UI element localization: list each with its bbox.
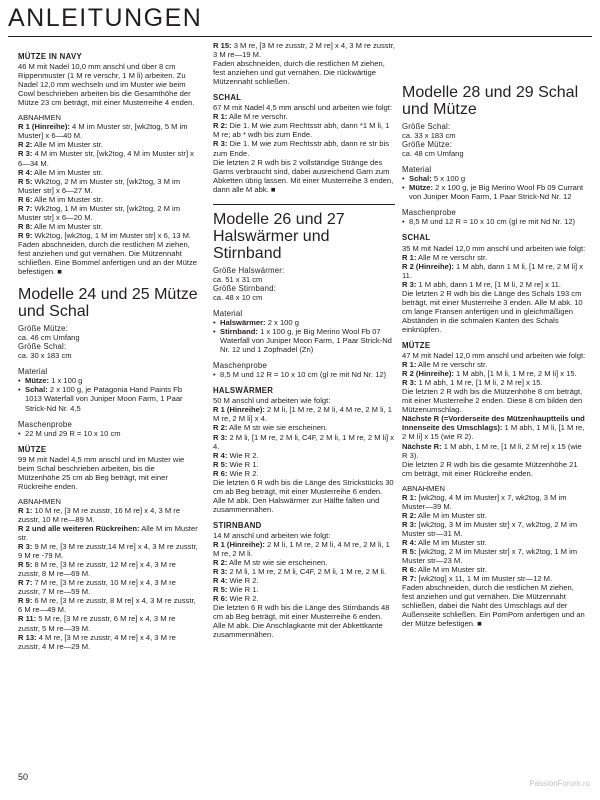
- row-label: R 6:: [402, 565, 417, 575]
- maschenprobe-list-2: [213, 370, 395, 379]
- muetze-text-3: 47 M mit Nadel 12,0 mm anschl und arbeiten wie folgt:: [402, 351, 586, 361]
- gauge-item: • 22 M und 29 R = 10 x 10 cm: [25, 429, 198, 438]
- schal-heading: SCHAL: [213, 93, 242, 103]
- row-text: 1 M abh, 1 M re, [1 M li, 2 M re] x 15 (wie R 3).: [402, 441, 582, 460]
- muetze-heading: MÜTZE: [18, 444, 47, 454]
- row-label: R 3:: [402, 279, 417, 289]
- schal-rows: [213, 112, 395, 157]
- material-list: [18, 376, 198, 412]
- instruction-row: [213, 41, 395, 59]
- row-label: R 5:: [213, 459, 228, 469]
- material-item-text: 1 x 100 g, je Big Merino Wool Fb 07 Waterfall von Juniper Moon Farm, 1 Paar Strick-Nd Nr. 12 und 1 Zopfnadel (Zn): [220, 327, 392, 355]
- groesse-schal-value-3: ca. 33 x 183 cm: [402, 131, 456, 141]
- row-text: Alle M im Muster str.: [18, 524, 198, 543]
- row-label: R 5:: [402, 547, 417, 557]
- material-item-text: 2 x 100 g, je Big Merino Wool Fb 09 Currant von Juniper Moon Farm, 1 Paar Strick-Nd Nr. 12: [409, 183, 584, 202]
- row-label: R 3:: [402, 378, 417, 388]
- halswaermer-text: 50 M anschl und arbeiten wie folgt:: [213, 396, 331, 406]
- stirnband-end-text: Die letzten 6 R wdh bis die Länge des Stirnbands 48 cm ab Beg beträgt, mit einer Musterreihe 6 enden. Alle M abk. Die Anschlagkante mit der Abkettkante zusammennähen.: [213, 603, 390, 640]
- instruction-row: [213, 139, 395, 157]
- maschenprobe-label-2: Maschenprobe: [213, 361, 267, 371]
- column-2: [213, 42, 395, 640]
- material-item-label: Schal:: [25, 385, 48, 395]
- row-text: 1 M abh, [1 M li, 1 M re, 2 M li] x 15.: [453, 369, 577, 379]
- row-label: R 5:: [18, 176, 33, 186]
- material-item: [25, 376, 198, 385]
- instruction-row: [213, 469, 395, 478]
- schal-end-text: Die letzten 2 R wdh bis 2 vollständige Stränge des Garns verbraucht sind, dabei ausreichend Garn zum Abketten übrig lassen. Mit einer Musterreihe 3 enden, dann alle M abk. ■: [213, 158, 395, 194]
- maschenprobe-label: Maschenprobe: [18, 419, 72, 429]
- row-text: Alle M re verschr str.: [416, 252, 488, 262]
- instruction-row: [402, 538, 588, 547]
- material-item: [220, 327, 395, 354]
- row-text: 2 M li, [1 M re, 2 M li, C4F, 2 M li, 1 M re, 2 M li] x 4.: [213, 432, 395, 451]
- material-item-text: 2 x 100 g: [265, 317, 299, 327]
- schal-text-3: 35 M mit Nadel 12,0 mm anschl und arbeiten wie folgt:: [402, 243, 586, 253]
- row-text: [wk2tog, 2 M im Muster str] x 7, wk2tog, 1 M im Muster str—23 M.: [402, 547, 578, 566]
- page-header: ANLEITUNGEN: [8, 4, 203, 32]
- material-item: [409, 183, 588, 201]
- row-label: R 1:: [402, 252, 417, 262]
- instruction-row: [213, 540, 395, 558]
- row-label: R 4:: [213, 576, 228, 586]
- row-label: Nächste R (=Vorderseite des Mützenhauptteils und Innenseite des Umschlags):: [402, 414, 585, 433]
- row-text: 4 M im Muster str, [wk2tog, 4 M im Muster str] x 6—34 M.: [18, 149, 194, 168]
- row-label: R 2 (Hinreihe):: [402, 369, 454, 379]
- material-item-text: 1 x 100 g: [49, 376, 83, 386]
- row-text: 4 M re, [3 M re zusstr, 4 M re] x 4, 3 M re zusstr, 4 M re—29 M.: [18, 632, 176, 651]
- row-label: R 4:: [402, 537, 417, 547]
- material-item: [25, 385, 198, 412]
- top-rows: [213, 41, 395, 59]
- instruction-row: [402, 574, 588, 583]
- instruction-row: [402, 565, 588, 574]
- muetze-navy-text: 46 M mit Nadel 10,0 mm anschl und über 8 cm Rippenmuster (1 M re verschr, 1 M li) arbeiten. Zu Nadel 12,0 mm wechseln und im Muster wie beim Cowl beschrieben arbeiten bis die Gesamthöhe der Mütze 23 cm beträgt, mit einer Musterreihe 4 enden.: [18, 62, 195, 108]
- row-text: 1 M abh, dann 1 M li, [1 M re, 2 M li] x 11.: [402, 261, 584, 280]
- schal-text: 67 M mit Nadel 4,5 mm anschl und arbeiten wie folgt:: [213, 103, 392, 113]
- row-text: Wie R 2.: [227, 576, 259, 586]
- row-text: 2 M li, 1 M re, 2 M li, C4F, 2 M li, 1 M re, 2 M li.: [227, 567, 387, 577]
- row-label: R 1:: [402, 360, 417, 370]
- material-item-label: Stirnband:: [220, 327, 258, 337]
- groesse-muetze-label: Größe Mütze:: [18, 324, 69, 334]
- abnahmen-heading-3: ABNAHMEN: [402, 483, 446, 493]
- row-text: 7 M re, [3 M re zusstr, 10 M re] x 4, 3 M re zusstr, 7 M re—59 M.: [18, 578, 176, 597]
- section-heading-24-25: Modelle 24 und 25 Mütze und Schal: [18, 286, 198, 321]
- instruction-row: [402, 280, 588, 289]
- header-rule: [8, 36, 592, 37]
- row-label: R 5:: [18, 560, 33, 570]
- row-text: 1 M abh, dann 1 M re, [1 M li, 2 M re] x 11.: [416, 279, 561, 289]
- navy-end-text: Faden abschneiden, durch die restlichen M ziehen, fest anziehen und gut vernähen. Die Mützennaht schließen. Eine Bommel anfertigen und an der Mütze befestigen. ■: [18, 240, 198, 276]
- material-item-label: Mütze:: [409, 183, 434, 193]
- instruction-row: [18, 578, 198, 596]
- row-text: Wie R 1.: [227, 459, 259, 469]
- schal-end-text-3: Die letzten 2 R wdh bis die Länge des Schals 193 cm beträgt, mit einer Musterreihe 3 enden. Alle M abk. 10 cm lange Fransen anfertigen und in gleichmäßigen Abständen in die schmalen Kanten des Schals einknüpfen.: [402, 288, 583, 334]
- row-text: 5 M re, [3 M re zusstr, 6 M re] x 4, 3 M re zusstr, 5 M re—39 M.: [18, 614, 176, 633]
- instruction-row: [18, 195, 198, 204]
- instruction-row: [213, 121, 395, 139]
- row-text: Alle M str wie sie erscheinen.: [227, 423, 328, 433]
- row-text: Alle M im Muster str.: [32, 221, 103, 231]
- groesse-sb-label: Größe Stirnband:: [213, 283, 277, 293]
- instruction-row: [213, 433, 395, 451]
- groesse-hw-label: Größe Halswärmer:: [213, 265, 285, 275]
- row-text: 1 M abh, 1 M re, [1 M li, 2 M re] x 15.: [416, 378, 543, 388]
- muetze-rows-3: [402, 360, 588, 387]
- row-text: 3 M re, [3 M re zusstr, 2 M re] x 4, 3 M re zusstr, 3 M re—19 M.: [213, 41, 395, 60]
- row-label: R 3:: [18, 149, 33, 159]
- row-label: R 1 (Hinreihe):: [18, 122, 70, 132]
- row-text: Wk2tog, [wk2tog, 1 M im Muster str] x 6, 13 M.: [32, 230, 192, 240]
- row-text: Alle M re verschr.: [227, 112, 288, 122]
- material-item-text: 5 x 100 g: [431, 174, 466, 184]
- groesse-muetze-value: ca. 46 cm Umfang: [18, 333, 80, 343]
- row-label: R 15:: [213, 41, 232, 50]
- row-label: R 9:: [18, 230, 33, 240]
- material-item-text: 2 x 100 g, je Patagonia Hand Paints Fb 1013 Waterfall von Juniper Moon Farm, 1 Paar Strick-Nd Nr. 4,5: [25, 385, 183, 413]
- schal-heading-3: SCHAL: [402, 233, 431, 243]
- row-label: R 3:: [213, 567, 228, 577]
- row-text: [wk2tog] x 11, 1 M im Muster str—12 M.: [416, 574, 553, 584]
- row-text: Die 1. M wie zum Rechtsstr abh, dann *1 M li, 1 M re; ab * wdh bis zum Ende.: [213, 121, 390, 140]
- instruction-row: [213, 112, 395, 121]
- instruction-row: [18, 122, 198, 140]
- material-list-2: [213, 318, 395, 354]
- row-label: R 1:: [213, 112, 228, 122]
- row-label: R 1 (Hinreihe):: [213, 405, 265, 415]
- row-label: R 4:: [213, 450, 228, 460]
- row-label: R 7:: [18, 578, 33, 588]
- groesse-muetze-label-3: Größe Mütze:: [402, 140, 453, 150]
- row-label: R 7:: [402, 574, 417, 584]
- row-label: R 8:: [18, 221, 33, 231]
- material-label-2: Material: [213, 308, 243, 318]
- muetze-rows2-3: [402, 414, 588, 459]
- stirnband-heading: STIRNBAND: [213, 520, 262, 530]
- instruction-row: [402, 414, 588, 441]
- material-item-label: Schal:: [409, 174, 432, 184]
- maschenprobe-list: [18, 429, 198, 438]
- instruction-row: [213, 451, 395, 460]
- halswaermer-rows: [213, 405, 395, 477]
- row-label: R 13:: [18, 632, 37, 642]
- instruction-row: [213, 460, 395, 469]
- row-text: Wie R 1.: [227, 585, 259, 595]
- row-text: Alle M im Muster str.: [416, 510, 487, 520]
- instruction-row: [18, 168, 198, 177]
- row-text: 1 M abh, 1 M li, [1 M re, 2 M li] x 15 (wie R 2).: [402, 423, 585, 442]
- row-label: R 2 und alle weiteren Rückreihen:: [18, 524, 140, 534]
- row-text: Wie R 2.: [227, 450, 259, 460]
- stirnband-text: 14 M anschl und arbeiten wie folgt:: [213, 530, 331, 540]
- groesse-schal-label: Größe Schal:: [18, 342, 67, 352]
- muetze-end-text-3: Die letzten 2 R wdh bis die gesamte Mützenhöhe 21 cm beträgt, mit einer Rückreihe enden.: [402, 459, 578, 478]
- material-item: [220, 318, 395, 327]
- instruction-row: [213, 585, 395, 594]
- row-text: Alle M str wie sie erscheinen.: [227, 558, 328, 568]
- abnahmen-rows-3: [402, 493, 588, 583]
- halswaermer-end-text: Die letzten 6 R wdh bis die Länge des Strickstücks 30 cm ab Beg beträgt, mit einer Musterreihe 6 enden. Alle M abk. Den Halswärmer zur Hälfte falten und zusammennähen.: [213, 477, 394, 514]
- instruction-row: [402, 511, 588, 520]
- row-label: R 1:: [18, 505, 33, 515]
- row-text: Alle M im Muster str.: [416, 565, 487, 575]
- stirnband-rows: [213, 540, 395, 603]
- instruction-row: [213, 576, 395, 585]
- row-label: Nächste R:: [402, 441, 442, 451]
- section-heading-26-27: Modelle 26 und 27 Halswärmer und Stirnband: [213, 210, 345, 262]
- material-label: Material: [18, 367, 48, 377]
- instruction-row: [402, 360, 588, 369]
- row-text: Wk2tog, 2 M im Muster str, [wk2tog, 3 M im Muster str] x 6—27 M.: [18, 176, 181, 195]
- instruction-row: [18, 614, 198, 632]
- instruction-row: [402, 369, 588, 378]
- instruction-row: [213, 558, 395, 567]
- instruction-row: [402, 520, 588, 538]
- row-text: Wie R 2.: [227, 468, 259, 478]
- row-text: 9 M re, [3 M re zusstr,14 M re] x 4, 3 M re zusstr, 9 M re -79 M.: [18, 542, 198, 561]
- row-label: R 2:: [213, 423, 228, 433]
- material-item: [409, 174, 588, 183]
- instruction-row: [213, 567, 395, 576]
- column-1: [18, 42, 198, 651]
- row-text: 4 M im Muster str, [wk2tog, 5 M im Muster] x 6—40 M.: [18, 122, 188, 141]
- row-label: R 3:: [18, 542, 33, 552]
- row-text: 2 M li, [1 M re, 2 M li, 4 M re, 2 M li, 1 M re, 2 M li] x 4.: [213, 405, 392, 424]
- row-text: 10 M re, [3 M re zusstr, 16 M re] x 4, 3 M re zusstr, 10 M re—89 M.: [18, 505, 181, 524]
- section-rule-2: [213, 204, 395, 205]
- row-text: Alle M im Muster str.: [32, 167, 103, 177]
- schal-rows-3: [402, 253, 588, 289]
- row-text: [wk2tog, 3 M im Muster str] x 7, wk2tog, 2 M im Muster str—31 M.: [402, 519, 578, 538]
- instruction-row: [18, 506, 198, 524]
- row-label: R 6:: [213, 468, 228, 478]
- row-text: 6 M re, [3 M re zusstr, 8 M re] x 4, 3 M re zusstr, 6 M re—49 M.: [18, 596, 196, 615]
- abnahmen2-rows: [18, 506, 198, 651]
- page-number: 50: [18, 772, 29, 782]
- instruction-row: [213, 423, 395, 432]
- instruction-row: [18, 524, 198, 542]
- instruction-row: [18, 149, 198, 167]
- row-text: Alle M re verschr str.: [416, 360, 488, 370]
- instruction-row: [402, 442, 588, 460]
- abnahmen2-heading: ABNAHMEN: [18, 496, 62, 506]
- row-label: R 4:: [18, 167, 33, 177]
- row-label: R 11:: [18, 614, 37, 624]
- groesse-schal-value: ca. 30 x 183 cm: [18, 351, 72, 361]
- row-label: R 6:: [18, 194, 33, 204]
- abnahmen-end-text-3: Faden abschneiden, durch die restlichen M ziehen, fest anziehen und gut vernähen. Die Mützennaht schließen, dabei die Naht des Umschlags auf der Außenseite schließen. Ein PomPom anfertigen und an der Mütze befestigen. ■: [402, 583, 588, 628]
- abnahmen-rows: [18, 122, 198, 240]
- row-label: R 3:: [402, 519, 417, 529]
- halswaermer-heading: HALSWÄRMER: [213, 386, 274, 396]
- groesse-schal-label-3: Größe Schal:: [402, 122, 451, 131]
- row-label: R 2:: [213, 558, 228, 568]
- groesse-muetze-value-3: ca. 48 cm Umfang: [402, 149, 464, 159]
- material-item-label: Mütze:: [25, 376, 50, 386]
- row-text: 8 M re, [3 M re zusstr, 12 M re] x 4, 3 M re zusstr, 8 M re—69 M.: [18, 560, 176, 579]
- row-label: R 9:: [18, 596, 33, 606]
- instruction-row: [18, 177, 198, 195]
- instruction-row: [18, 633, 198, 651]
- row-label: R 2:: [402, 510, 417, 520]
- row-label: R 3:: [213, 139, 228, 149]
- column-3: [402, 42, 588, 628]
- section-heading-28-29: Modelle 28 und 29 Schal und Mütze: [402, 84, 579, 118]
- row-label: R 2:: [18, 140, 33, 150]
- row-text: Alle M im Muster str.: [416, 537, 487, 547]
- material-item-label: Halswärmer:: [220, 317, 266, 327]
- groesse-sb-value: ca. 48 x 10 cm: [213, 292, 263, 302]
- instruction-row: [18, 204, 198, 222]
- groesse-hw-value: ca. 51 x 31 cm: [213, 274, 263, 284]
- instruction-row: [402, 378, 588, 387]
- watermark: PassionForum.ru: [529, 779, 590, 788]
- instruction-row: [18, 231, 198, 240]
- abnahmen-heading: ABNAHMEN: [18, 113, 62, 123]
- instruction-row: [18, 596, 198, 614]
- muetze-mid-text-3: Die letzten 2 R wdh bis die Mützenhöhe 8 cm beträgt, mit einer Musterreihe 2 enden. Diese 8 cm bilden den Mützenumschlag.: [402, 387, 583, 415]
- instruction-row: [402, 262, 588, 280]
- material-label-3: Material: [402, 165, 432, 175]
- row-label: R 7:: [18, 203, 33, 213]
- row-label: R 3:: [213, 432, 228, 442]
- row-text: Wk2tog, 1 M im Muster str, [wk2tog, 2 M im Muster str] x 6—20 M.: [18, 203, 181, 222]
- maschenprobe-list-3: [402, 217, 588, 226]
- row-label: R 1:: [402, 492, 417, 502]
- row-text: Alle M im Muster str.: [32, 140, 103, 150]
- gauge-item: • 8,5 M und 12 R = 10 x 10 cm (gl re mit Nd Nr. 12): [409, 217, 588, 226]
- instruction-row: [18, 140, 198, 149]
- row-label: R 6:: [213, 594, 228, 604]
- row-text: [wk2tog, 4 M im Muster] x 7, wk2tog, 3 M im Muster—39 M.: [402, 492, 567, 511]
- instruction-row: [213, 405, 395, 423]
- instruction-row: [18, 542, 198, 560]
- row-label: R 5:: [213, 585, 228, 595]
- muetze-text: 99 M mit Nadel 4,5 mm anschl und im Muster wie beim Schal beschrieben arbeiten, bis die Mützenhöhe 25 cm ab Beg beträgt, mit einer Rückreihe enden.: [18, 454, 185, 491]
- gauge-item: • 8,5 M und 12 R = 10 x 10 cm (gl re mit Nd Nr. 12): [220, 370, 395, 379]
- row-label: R 2 (Hinreihe):: [402, 261, 454, 271]
- instruction-row: [402, 547, 588, 565]
- instruction-row: [18, 222, 198, 231]
- row-label: R 2:: [213, 121, 228, 131]
- instruction-row: [402, 493, 588, 511]
- muetze-heading-3: MÜTZE: [402, 340, 431, 350]
- instruction-row: [213, 594, 395, 603]
- muetze-navy-heading: MÜTZE IN NAVY: [18, 52, 82, 61]
- maschenprobe-label-3: Maschenprobe: [402, 208, 456, 218]
- row-label: R 1 (Hinreihe):: [213, 540, 265, 550]
- row-text: Die 1. M wie zum Rechtsstr abh, dann re str bis zum Ende.: [213, 139, 389, 158]
- row-text: 2 M li, 1 M re, 2 M li, 4 M re, 2 M li, 1 M re, 2 M li.: [213, 540, 390, 559]
- row-text: Alle M im Muster str.: [32, 194, 103, 204]
- row-text: Wie R 2.: [227, 594, 259, 604]
- instruction-row: [402, 253, 588, 262]
- material-list-3: [402, 174, 588, 201]
- instruction-row: [18, 560, 198, 578]
- top-end-text: Faden abschneiden, durch die restlichen M ziehen, fest anziehen und gut vernähen. Die rückwärtige Mützennaht schließen.: [213, 59, 385, 87]
